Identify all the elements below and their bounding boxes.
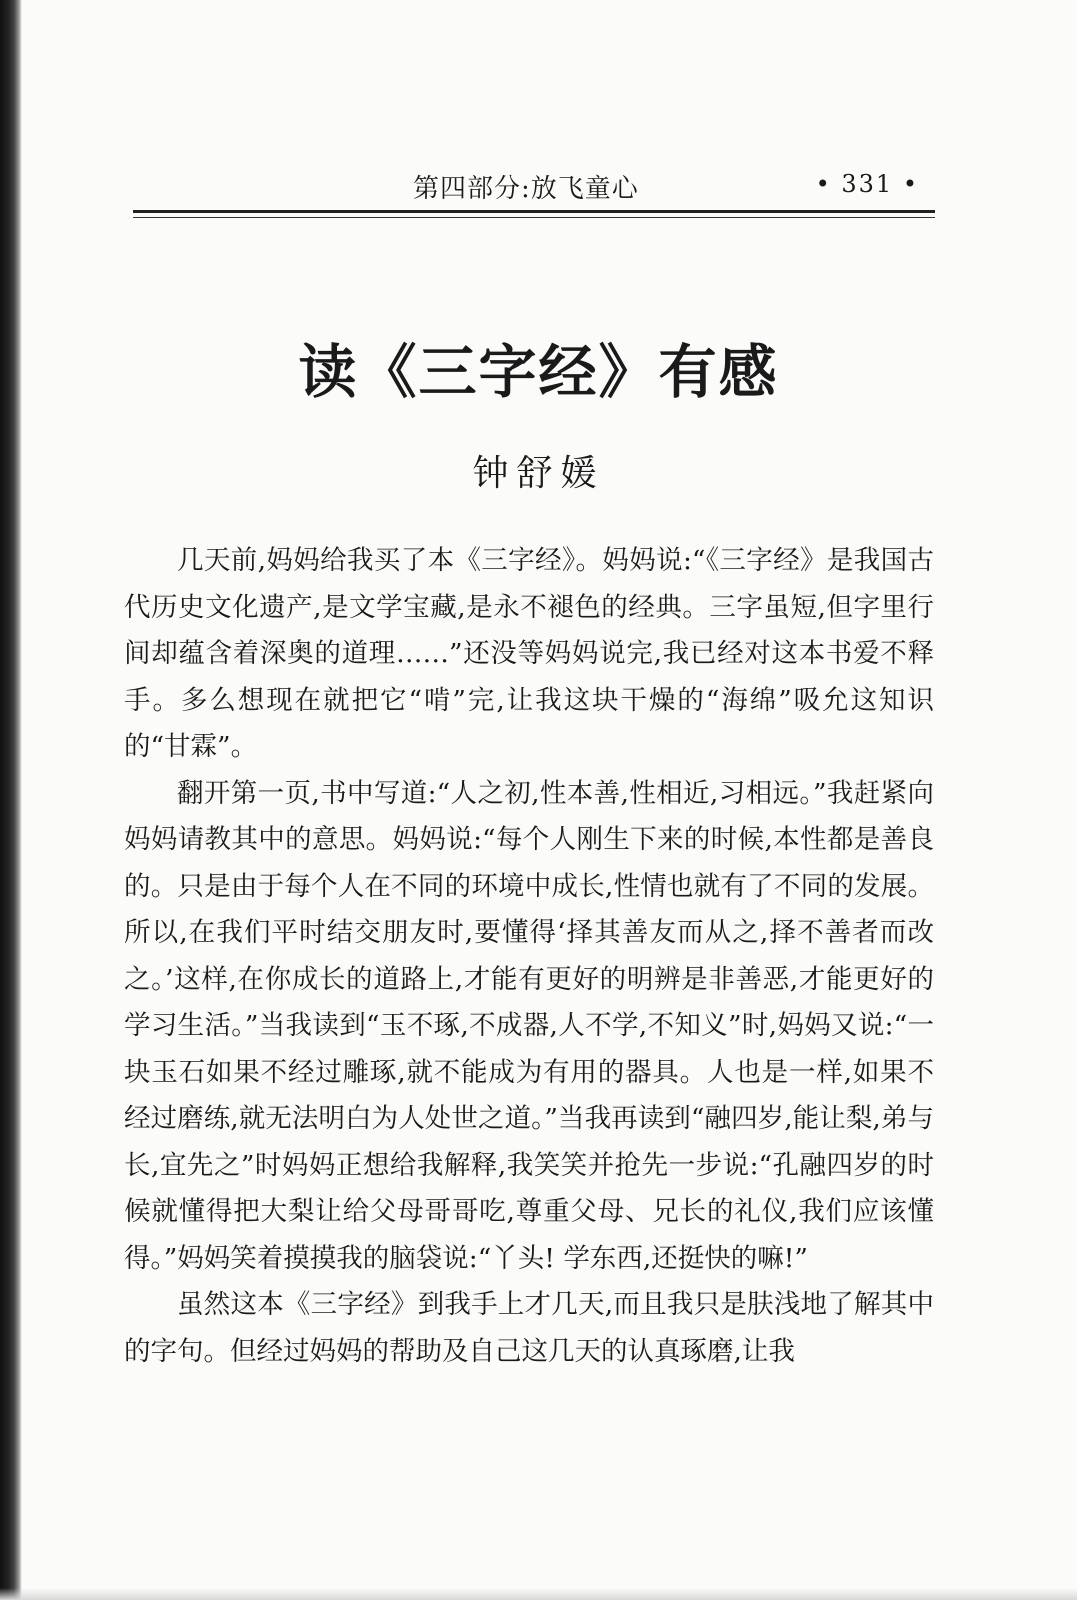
section-title: 第四部分:放飞童心 [413,174,639,204]
page-number: • 331 • [815,170,919,198]
page-edge-shadow [0,0,22,1600]
paragraph-3: 虽然这本《三字经》到我手上才几天,而且我只是肤浅地了解其中的字句。但经过妈妈的帮助及自己这几天的认真琢磨,让我 [124,1289,934,1367]
page-bottom-shadow [0,1588,1077,1600]
article-title: 读《三字经》有感 [298,338,779,406]
header-rule-thin [133,217,935,218]
paragraph-2: 翻开第一页,书中写道:“人之初,性本善,性相近,习相远。”我赶紧向妈妈请教其中的意思。妈妈说:“每个人刚生下来的时候,本性都是善良的。只是由于每个人在不同的环境中成长,性情也就有了不同的发展。所以,在我们平时结交朋友时,要懂得‘择其善友而从之,择不善者而改之。’这样,在你成长的道路上,才能有更好的明辨是非善恶,才能更好的学习生活。”当我读到“玉不琢,不成器,人不学,不知义”时,妈妈又说:“一块玉石如果不经过雕琢,就不能成为有用的器具。人也是一样,如果不经过磨练,就无法明白为人处世之道。”当我再读到“融四岁,能让梨,弟与长,宜先之”时妈妈正想给我解释,我笑笑并抢先一步说:“孔融四岁的时候就懂得把大梨让给父母哥哥吃,尊重父母、兄长的礼仪,我们应该懂得。”妈妈笑着摸摸我的脑袋说:“丫头! 学东西,还挺快的嘛!” [124,777,934,1274]
running-header [133,164,933,204]
article-body [124,538,934,1375]
paragraph-1: 几天前,妈妈给我买了本《三字经》。妈妈说:“《三字经》是我国古代历史文化遗产,是文学宝藏,是永不褪色的经典。三字虽短,但字里行间却蕴含着深奥的道理……”还没等妈妈说完,我已经对这本书爱不释手。多么想现在就把它“啃”完,让我这块干燥的“海绵”吸允这知识的“甘霖”。 [124,545,934,762]
author-name: 钟舒媛 [472,453,605,494]
header-rule-thick [133,210,935,213]
